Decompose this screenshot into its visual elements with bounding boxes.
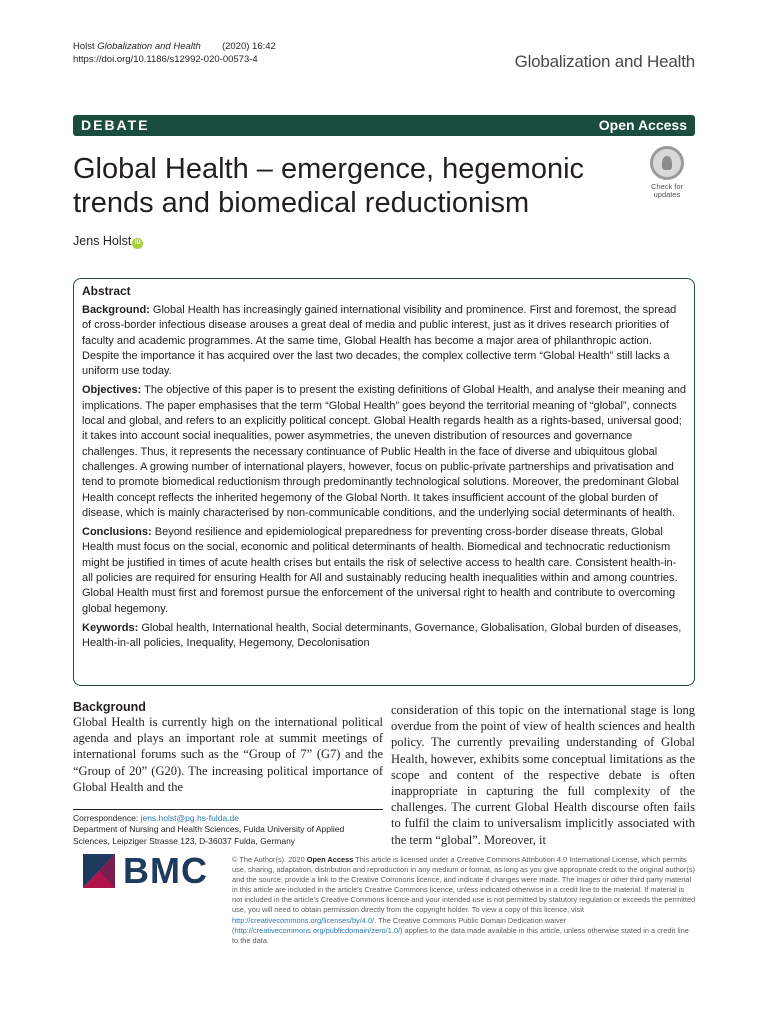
bmc-logo <box>83 850 221 891</box>
author-name[interactable]: Jens Holst <box>73 234 132 248</box>
abstract-box <box>73 278 695 686</box>
orcid-icon[interactable]: iD <box>132 238 143 249</box>
body-right-column <box>391 702 695 848</box>
license-copyright: © The Author(s). 2020 <box>232 855 305 864</box>
correspondence-affiliation: Department of Nursing and Health Sciences, Fulda University of Applied Sciences, Leipziger Strasse 123, D-36037 Fulda, Germany <box>73 824 345 846</box>
license-notice <box>232 855 696 946</box>
license-oa-label: Open Access <box>306 855 354 864</box>
check-for-updates-badge[interactable] <box>641 146 693 202</box>
objectives-text: The objective of this paper is to present the existing definitions of Global Health, and analyse their meaning and implications. The paper emphasises that the term “Global Health” goes beyond the territorial meaning of “global”, connects local and global, and refers to an explicitly political concept. Global Health regards health as a rights-based, universal good; it takes into account social inequalities, power asymmetries, the uneven distribution of resources and governance challenges. Thus, it represents the necessary continuance of Public Health in the face of diverse and ubiquitous global challenges. A growing number of international players, however, focus on public-private partnerships and privatisation and tend to promote biomedical reductionism through predominantly technological solutions. Moreover, the predominant Global Health concept reflects the inherited hegemony of the Global North. It takes insufficient account of the global burden of disease, which is mainly characterised by non-communicable conditions, and the underlying social determinants of health. <box>82 384 686 519</box>
background-paragraph-right: consideration of this topic on the international stage is long overdue from the point of view of health sciences and health policy. The currently prevailing understanding of Global Health, however, exhibits some conceptual limitations as the scope and content of the respective debate is often inappropriate in capturing the full complexity of the challenges. The current Global Health discourse often fails to fulfil the claim to universalism implicitly associated with the term “global”. Moreover, it <box>391 703 695 847</box>
header-doi-link[interactable]: https://doi.org/10.1186/s12992-020-00573-4 <box>73 54 258 65</box>
article-type-banner <box>73 115 695 136</box>
header-author: Holst <box>73 41 95 52</box>
journal-name: Globalization and Health <box>514 52 695 71</box>
bmc-logo-icon <box>83 854 115 888</box>
background-paragraph-left: Global Health is currently high on the international political agenda and plays an important role at summit meetings of international forums such as the “Group of 7” (G7) and the “Group of 20” (G20). The increasing political importance of Global Health and the <box>73 715 383 794</box>
license-cc-by-link[interactable]: http://creativecommons.org/licenses/by/4.0/ <box>232 915 375 925</box>
license-text-2: . The Creative Commons Public Domain Dedication waiver ( <box>232 915 567 935</box>
keywords-text: Global health, International health, Social determinants, Governance, Globalisation, Global burden of diseases, Health-in-all policies, Inequality, Hegemony, Decolonisation <box>82 621 682 650</box>
conclusions-text: Beyond resilience and epidemiological preparedness for preventing cross-border disease threats, Global Health must focus on the social, economic and political determinants of health. Biomedical and technocratic reductionism might be justified in times of acute health crises but entails the risk of selective access to health care. Consistent health-in-all policies are required for ensuring Health for All and sustainably reducing health inequalities within and among countries. Global Health must first and foremost pursue the enforcement of the universal right to health and contribute to overcoming global hegemony. <box>82 526 678 615</box>
open-access-label: Open Access <box>598 117 687 133</box>
background-label: Background: <box>82 304 150 316</box>
license-cc0-link[interactable]: http://creativecommons.org/publicdomain/zero/1.0/ <box>234 925 401 935</box>
check-for-updates-label <box>641 183 693 199</box>
check-for-updates-icon <box>650 146 684 180</box>
correspondence-email-link[interactable]: jens.holst@pg.hs-fulda.de <box>140 813 240 823</box>
correspondence-label: Correspondence: <box>73 813 139 823</box>
background-text: Global Health has increasingly gained international visibility and prominence. First and foremost, the spread of cross-border infectious disease arouses a great deal of media and public interest, just as it drives research priorities of faculty and academic programmes. At the same time, Global Health has become a major area of philanthropic action. Despite the importance it has acquired over the last two decades, the complex collective term “Global Health” still lacks a uniform use today. <box>82 304 677 378</box>
article-type-label: DEBATE <box>81 117 150 133</box>
license-text-3: ) applies to the data made available in this article, unless otherwise stated in a credit line to the data. <box>232 925 689 945</box>
keywords-label: Keywords: <box>82 621 139 634</box>
body-left-column <box>73 700 383 795</box>
article-title: Global Health – emergence, hegemonic trends and biomedical reductionism <box>73 153 585 219</box>
objectives-label: Objectives: <box>82 384 142 397</box>
header-volume: (2020) 16:42 <box>221 41 276 52</box>
abstract-background <box>82 303 686 379</box>
abstract-keywords <box>82 621 686 652</box>
license-text-1: This article is licensed under a Creative Commons Attribution 4.0 International License, which permits use, sharing, adaptation, distribution and reproduction in any medium or format, as long as you give appropriate credit to the original author(s) and the source, provide a link to the Creative Commons licence, and indicate if changes were made. The images or other third party material in this article are included in the article's Creative Commons licence, unless indicated otherwise in a credit line to the material. If material is not included in the article's Creative Commons licence and your intended use is not permitted by statutory regulation or exceeds the permitted use, you will need to obtain permission directly from the copyright holder. To view a copy of this licence, visit <box>232 855 696 915</box>
correspondence-note <box>73 809 383 847</box>
abstract-heading: Abstract <box>82 284 131 298</box>
check-updates-line2: updates <box>653 190 681 199</box>
bmc-logo-text: BMC <box>123 850 208 891</box>
author-line <box>73 234 143 249</box>
check-updates-line1: Check for <box>650 182 684 191</box>
conclusions-label: Conclusions: <box>82 526 152 539</box>
abstract-conclusions <box>82 525 686 617</box>
running-header <box>73 40 276 66</box>
header-journal: Globalization and Health <box>97 41 201 52</box>
background-heading: Background <box>73 700 146 714</box>
abstract-objectives <box>82 383 686 521</box>
